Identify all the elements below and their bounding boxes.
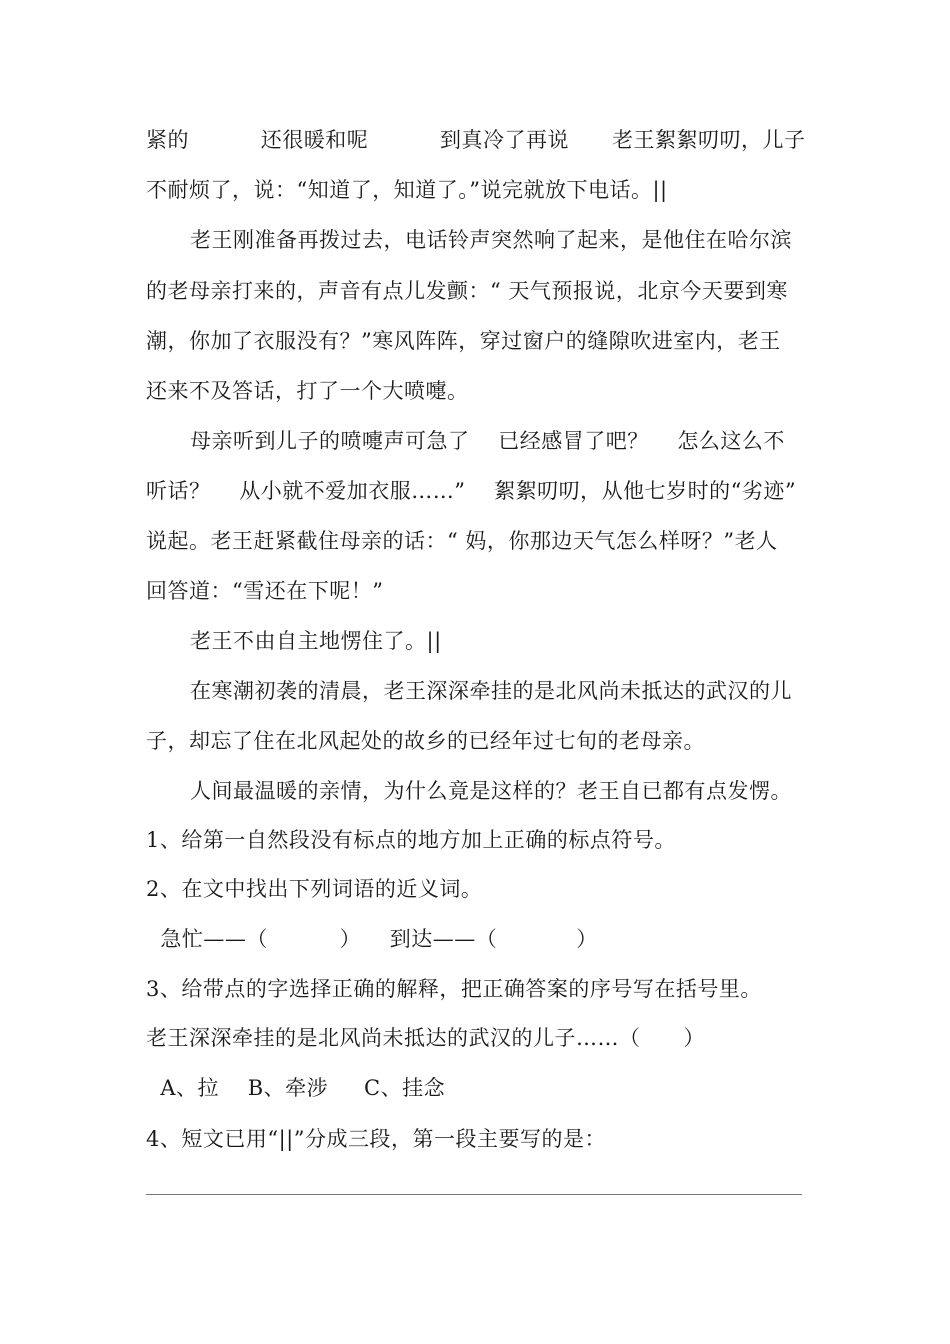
- question-2: 2、在文中找出下列词语的近义词。: [146, 877, 483, 901]
- passage-line: 老王不由自主地愣住了。||: [190, 629, 442, 653]
- question-3-sentence: 老王深深牵挂的是北风尚未抵达的武汉的儿子……（ ）: [146, 1026, 706, 1050]
- passage-line: 回答道：“雪还在下呢！”: [146, 579, 384, 603]
- passage-line: 听话？ 从小就不爱加衣服……” 絮絮叨叨，从他七岁时的“劣迹”: [146, 479, 797, 503]
- passage-line: 还来不及答话，打了一个大喷嚏。: [146, 379, 469, 403]
- question-3-options: A、拉 B、牵涉 C、挂念: [146, 1076, 446, 1100]
- question-2-blanks: 急忙——（ ） 到达——（ ）: [146, 927, 598, 951]
- question-1: 1、给第一自然段没有标点的地方加上正确的标点符号。: [146, 828, 676, 852]
- passage-line: 母亲听到儿子的喷嚏声可急了 已经感冒了吧？ 怎么这么不: [190, 429, 785, 453]
- question-3: 3、给带点的字选择正确的解释，把正确答案的序号写在括号里。: [146, 977, 762, 1001]
- passage-line: 的老母亲打来的，声音有点儿发颤：“ 天气预报说，北京今天要到寒: [146, 279, 788, 303]
- question-4: 4、短文已用“||”分成三段，第一段主要写的是：: [146, 1127, 606, 1151]
- passage-line: 人间最温暖的亲情，为什么竟是这样的？老王自已都有点发愣。: [190, 779, 792, 803]
- passage-line: 子，却忘了住在北风起处的故乡的已经年过七旬的老母亲。: [146, 729, 705, 753]
- passage-line: 老王刚准备再拨过去，电话铃声突然响了起来，是他住在哈尔滨: [190, 228, 792, 252]
- passage-line: 不耐烦了，说：“知道了，知道了。”说完就放下电话。||: [146, 178, 668, 202]
- passage-line: 在寒潮初袭的清晨，老王深深牵挂的是北风尚未抵达的武汉的儿: [190, 679, 792, 703]
- answer-line: [146, 1194, 802, 1195]
- passage-line: 紧的 还很暖和呢 到真冷了再说 老王絮絮叨叨，儿子: [146, 128, 806, 152]
- passage-line: 潮，你加了衣服没有？”寒风阵阵，穿过窗户的缝隙吹进室内，老王: [146, 329, 781, 353]
- passage-line: 说起。老王赶紧截住母亲的话：“ 妈，你那边天气怎么样呀？”老人: [146, 529, 778, 553]
